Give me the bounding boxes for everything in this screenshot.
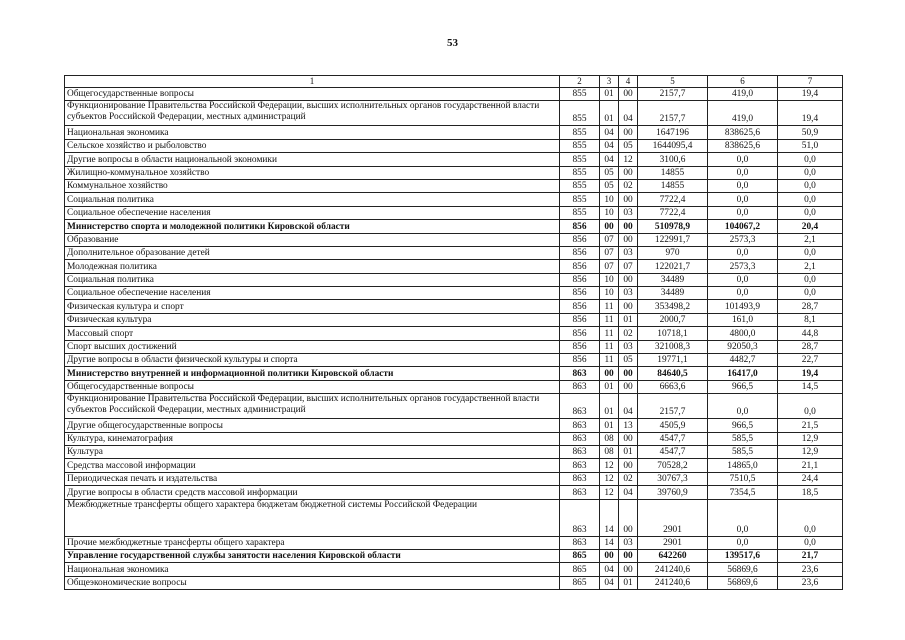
row-value-cell: 12 — [600, 486, 619, 499]
row-value-cell: 838625,6 — [708, 139, 778, 152]
table-row — [65, 300, 843, 313]
row-value-cell: 7722,4 — [638, 206, 708, 219]
row-value-cell: 14855 — [638, 166, 708, 179]
table-row — [65, 459, 843, 472]
row-value-cell: 00 — [619, 88, 638, 101]
row-value-cell: 24,4 — [778, 472, 843, 485]
row-value-cell: 00 — [619, 563, 638, 576]
row-value-cell: 855 — [560, 88, 600, 101]
row-value-cell: 07 — [600, 260, 619, 273]
row-value-cell: 856 — [560, 287, 600, 300]
header-cell: 1 — [65, 76, 560, 88]
row-value-cell: 856 — [560, 273, 600, 286]
row-value-cell: 00 — [619, 367, 638, 380]
row-value-cell: 855 — [560, 101, 600, 126]
row-value-cell: 863 — [560, 536, 600, 549]
row-value-cell: 70528,2 — [638, 459, 708, 472]
row-value-cell: 122021,7 — [638, 260, 708, 273]
header-cell: 3 — [600, 76, 619, 88]
row-value-cell: 16417,0 — [708, 367, 778, 380]
row-value-cell: 14 — [600, 536, 619, 549]
row-value-cell: 4547,7 — [638, 445, 708, 458]
table-row — [65, 367, 843, 380]
row-value-cell: 6663,6 — [638, 380, 708, 393]
row-value-cell: 0,0 — [778, 166, 843, 179]
row-name-cell: Массовый спорт — [65, 327, 560, 340]
row-value-cell: 3100,6 — [638, 153, 708, 166]
row-value-cell: 03 — [619, 287, 638, 300]
row-value-cell: 139517,6 — [708, 549, 778, 562]
row-value-cell: 0,0 — [708, 287, 778, 300]
table-row — [65, 233, 843, 246]
row-value-cell: 01 — [600, 394, 619, 419]
row-value-cell: 04 — [600, 153, 619, 166]
row-value-cell: 7510,5 — [708, 472, 778, 485]
row-value-cell: 03 — [619, 536, 638, 549]
row-value-cell: 856 — [560, 220, 600, 233]
row-value-cell: 0,0 — [708, 246, 778, 259]
row-value-cell: 28,7 — [778, 300, 843, 313]
row-name-cell: Физическая культура и спорт — [65, 300, 560, 313]
row-value-cell: 01 — [600, 88, 619, 101]
row-value-cell: 0,0 — [778, 499, 843, 536]
row-value-cell: 02 — [619, 179, 638, 192]
row-value-cell: 19,4 — [778, 101, 843, 126]
row-name-cell: Образование — [65, 233, 560, 246]
row-value-cell: 00 — [619, 549, 638, 562]
row-value-cell: 11 — [600, 300, 619, 313]
row-value-cell: 1647196 — [638, 126, 708, 139]
header-cell: 2 — [560, 76, 600, 88]
row-value-cell: 863 — [560, 445, 600, 458]
row-name-cell: Молодежная политика — [65, 260, 560, 273]
row-value-cell: 44,8 — [778, 327, 843, 340]
row-value-cell: 00 — [619, 459, 638, 472]
row-value-cell: 51,0 — [778, 139, 843, 152]
row-name-cell: Общегосударственные вопросы — [65, 88, 560, 101]
row-value-cell: 04 — [600, 139, 619, 152]
row-value-cell: 04 — [600, 126, 619, 139]
row-value-cell: 0,0 — [778, 246, 843, 259]
row-value-cell: 0,0 — [708, 394, 778, 419]
table-row — [65, 419, 843, 432]
row-value-cell: 4505,9 — [638, 419, 708, 432]
row-name-cell: Коммунальное хозяйство — [65, 179, 560, 192]
row-value-cell: 14 — [600, 499, 619, 536]
header-cell: 5 — [638, 76, 708, 88]
table-row — [65, 193, 843, 206]
table-row — [65, 139, 843, 152]
row-value-cell: 855 — [560, 206, 600, 219]
row-value-cell: 28,7 — [778, 340, 843, 353]
row-value-cell: 2157,7 — [638, 101, 708, 126]
row-value-cell: 00 — [619, 273, 638, 286]
row-value-cell: 855 — [560, 126, 600, 139]
page-number: 53 — [447, 37, 458, 49]
row-value-cell: 855 — [560, 193, 600, 206]
row-value-cell: 13 — [619, 419, 638, 432]
row-value-cell: 11 — [600, 327, 619, 340]
row-value-cell: 00 — [600, 220, 619, 233]
row-value-cell: 856 — [560, 246, 600, 259]
row-value-cell: 00 — [619, 499, 638, 536]
table-row — [65, 273, 843, 286]
row-value-cell: 0,0 — [708, 273, 778, 286]
row-value-cell: 00 — [619, 220, 638, 233]
row-value-cell: 07 — [600, 233, 619, 246]
row-value-cell: 14855 — [638, 179, 708, 192]
row-value-cell: 1644095,4 — [638, 139, 708, 152]
row-name-cell: Сельское хозяйство и рыболовство — [65, 139, 560, 152]
row-value-cell: 2000,7 — [638, 313, 708, 326]
row-name-cell: Функционирование Правительства Российской Федерации, высших исполнительных органов государственной власти субъектов Российской Федерации, местных администраций — [65, 394, 560, 419]
row-value-cell: 10 — [600, 273, 619, 286]
row-value-cell: 05 — [619, 139, 638, 152]
row-value-cell: 00 — [619, 300, 638, 313]
row-value-cell: 863 — [560, 486, 600, 499]
row-value-cell: 00 — [619, 166, 638, 179]
row-value-cell: 21,5 — [778, 419, 843, 432]
row-value-cell: 2573,3 — [708, 260, 778, 273]
row-value-cell: 08 — [600, 445, 619, 458]
row-name-cell: Национальная экономика — [65, 126, 560, 139]
row-value-cell: 104067,2 — [708, 220, 778, 233]
row-value-cell: 585,5 — [708, 432, 778, 445]
row-value-cell: 855 — [560, 166, 600, 179]
table-row — [65, 486, 843, 499]
row-value-cell: 838625,6 — [708, 126, 778, 139]
row-value-cell: 863 — [560, 419, 600, 432]
row-name-cell: Другие вопросы в области национальной экономики — [65, 153, 560, 166]
table-row — [65, 576, 843, 589]
table-row — [65, 432, 843, 445]
row-value-cell: 03 — [619, 340, 638, 353]
row-value-cell: 84640,5 — [638, 367, 708, 380]
row-value-cell: 01 — [600, 419, 619, 432]
table-row — [65, 166, 843, 179]
row-value-cell: 0,0 — [708, 536, 778, 549]
row-value-cell: 04 — [600, 576, 619, 589]
row-value-cell: 4800,0 — [708, 327, 778, 340]
row-name-cell: Другие вопросы в области физической культуры и спорта — [65, 354, 560, 367]
row-value-cell: 19,4 — [778, 367, 843, 380]
row-name-cell: Культура — [65, 445, 560, 458]
table-row — [65, 563, 843, 576]
table-row — [65, 101, 843, 126]
table-row — [65, 499, 843, 536]
table-row — [65, 472, 843, 485]
row-value-cell: 856 — [560, 354, 600, 367]
row-value-cell: 642260 — [638, 549, 708, 562]
row-value-cell: 01 — [600, 380, 619, 393]
row-value-cell: 11 — [600, 313, 619, 326]
table-row — [65, 327, 843, 340]
row-value-cell: 10 — [600, 206, 619, 219]
row-value-cell: 855 — [560, 153, 600, 166]
row-value-cell: 856 — [560, 313, 600, 326]
row-value-cell: 00 — [619, 233, 638, 246]
row-name-cell: Социальная политика — [65, 193, 560, 206]
row-value-cell: 00 — [619, 193, 638, 206]
row-value-cell: 12,9 — [778, 445, 843, 458]
row-value-cell: 2157,7 — [638, 394, 708, 419]
row-value-cell: 04 — [600, 563, 619, 576]
row-value-cell: 4547,7 — [638, 432, 708, 445]
row-value-cell: 0,0 — [708, 193, 778, 206]
table-row — [65, 88, 843, 101]
row-value-cell: 241240,6 — [638, 576, 708, 589]
row-value-cell: 0,0 — [708, 499, 778, 536]
row-name-cell: Социальная политика — [65, 273, 560, 286]
row-value-cell: 966,5 — [708, 419, 778, 432]
table-row — [65, 153, 843, 166]
row-name-cell: Прочие межбюджетные трансферты общего характера — [65, 536, 560, 549]
row-value-cell: 0,0 — [778, 179, 843, 192]
table-row — [65, 220, 843, 233]
row-value-cell: 92050,3 — [708, 340, 778, 353]
row-value-cell: 863 — [560, 367, 600, 380]
row-value-cell: 4482,7 — [708, 354, 778, 367]
row-value-cell: 10718,1 — [638, 327, 708, 340]
row-value-cell: 14865,0 — [708, 459, 778, 472]
row-value-cell: 04 — [619, 394, 638, 419]
row-name-cell: Социальное обеспечение населения — [65, 206, 560, 219]
table-body — [65, 76, 843, 590]
row-value-cell: 2573,3 — [708, 233, 778, 246]
row-value-cell: 0,0 — [778, 287, 843, 300]
row-value-cell: 05 — [619, 354, 638, 367]
row-value-cell: 01 — [619, 576, 638, 589]
row-value-cell: 07 — [600, 246, 619, 259]
row-value-cell: 966,5 — [708, 380, 778, 393]
table-row — [65, 206, 843, 219]
row-name-cell: Периодическая печать и издательства — [65, 472, 560, 485]
row-value-cell: 00 — [600, 367, 619, 380]
row-value-cell: 865 — [560, 576, 600, 589]
row-name-cell: Министерство спорта и молодежной политики Кировской области — [65, 220, 560, 233]
row-value-cell: 863 — [560, 472, 600, 485]
row-value-cell: 34489 — [638, 273, 708, 286]
row-value-cell: 21,1 — [778, 459, 843, 472]
row-value-cell: 241240,6 — [638, 563, 708, 576]
row-value-cell: 0,0 — [778, 206, 843, 219]
row-value-cell: 23,6 — [778, 563, 843, 576]
row-value-cell: 7722,4 — [638, 193, 708, 206]
row-value-cell: 2,1 — [778, 260, 843, 273]
row-name-cell: Другие вопросы в области средств массовой информации — [65, 486, 560, 499]
row-value-cell: 05 — [600, 179, 619, 192]
row-value-cell: 321008,3 — [638, 340, 708, 353]
row-name-cell: Жилищно-коммунальное хозяйство — [65, 166, 560, 179]
row-value-cell: 12 — [600, 459, 619, 472]
row-value-cell: 419,0 — [708, 88, 778, 101]
row-value-cell: 7354,5 — [708, 486, 778, 499]
table-row — [65, 549, 843, 562]
row-value-cell: 14,5 — [778, 380, 843, 393]
row-name-cell: Средства массовой информации — [65, 459, 560, 472]
row-value-cell: 865 — [560, 549, 600, 562]
row-value-cell: 12 — [600, 472, 619, 485]
row-value-cell: 863 — [560, 380, 600, 393]
row-value-cell: 30767,3 — [638, 472, 708, 485]
row-value-cell: 12 — [619, 153, 638, 166]
row-value-cell: 01 — [619, 445, 638, 458]
row-value-cell: 0,0 — [708, 153, 778, 166]
row-value-cell: 856 — [560, 327, 600, 340]
row-value-cell: 856 — [560, 340, 600, 353]
row-value-cell: 855 — [560, 139, 600, 152]
row-value-cell: 0,0 — [778, 273, 843, 286]
row-value-cell: 56869,6 — [708, 576, 778, 589]
row-name-cell: Общегосударственные вопросы — [65, 380, 560, 393]
table-row — [65, 380, 843, 393]
row-value-cell: 21,7 — [778, 549, 843, 562]
header-cell: 4 — [619, 76, 638, 88]
row-name-cell: Управление государственной службы занятости населения Кировской области — [65, 549, 560, 562]
row-value-cell: 04 — [619, 486, 638, 499]
row-name-cell: Другие общегосударственные вопросы — [65, 419, 560, 432]
row-value-cell: 863 — [560, 459, 600, 472]
row-name-cell: Межбюджетные трансферты общего характера бюджетам бюджетной системы Российской Федерации — [65, 499, 560, 536]
row-value-cell: 970 — [638, 246, 708, 259]
row-value-cell: 03 — [619, 246, 638, 259]
row-value-cell: 2901 — [638, 536, 708, 549]
row-value-cell: 856 — [560, 233, 600, 246]
table-row — [65, 246, 843, 259]
row-value-cell: 10 — [600, 287, 619, 300]
table-header-row — [65, 76, 843, 88]
header-cell: 7 — [778, 76, 843, 88]
row-value-cell: 0,0 — [708, 166, 778, 179]
table-row — [65, 354, 843, 367]
row-value-cell: 00 — [619, 126, 638, 139]
row-value-cell: 18,5 — [778, 486, 843, 499]
row-value-cell: 0,0 — [708, 179, 778, 192]
table-row — [65, 126, 843, 139]
row-value-cell: 863 — [560, 394, 600, 419]
row-value-cell: 00 — [619, 380, 638, 393]
table-row — [65, 536, 843, 549]
row-value-cell: 353498,2 — [638, 300, 708, 313]
row-value-cell: 56869,6 — [708, 563, 778, 576]
header-cell: 6 — [708, 76, 778, 88]
row-value-cell: 0,0 — [778, 536, 843, 549]
row-value-cell: 2157,7 — [638, 88, 708, 101]
row-value-cell: 855 — [560, 179, 600, 192]
table-row — [65, 260, 843, 273]
row-value-cell: 02 — [619, 327, 638, 340]
row-value-cell: 865 — [560, 563, 600, 576]
row-value-cell: 8,1 — [778, 313, 843, 326]
row-name-cell: Физическая культура — [65, 313, 560, 326]
table-row — [65, 445, 843, 458]
row-value-cell: 0,0 — [778, 394, 843, 419]
row-value-cell: 11 — [600, 354, 619, 367]
row-value-cell: 2,1 — [778, 233, 843, 246]
row-value-cell: 161,0 — [708, 313, 778, 326]
table-row — [65, 394, 843, 419]
row-value-cell: 20,4 — [778, 220, 843, 233]
row-value-cell: 122991,7 — [638, 233, 708, 246]
row-value-cell: 12,9 — [778, 432, 843, 445]
row-value-cell: 856 — [560, 300, 600, 313]
table-row — [65, 179, 843, 192]
row-value-cell: 0,0 — [778, 153, 843, 166]
row-value-cell: 2901 — [638, 499, 708, 536]
row-value-cell: 39760,9 — [638, 486, 708, 499]
row-value-cell: 0,0 — [778, 193, 843, 206]
row-name-cell: Культура, кинематография — [65, 432, 560, 445]
row-value-cell: 00 — [619, 432, 638, 445]
row-name-cell: Министерство внутренней и информационной политики Кировской области — [65, 367, 560, 380]
budget-table — [64, 75, 843, 590]
row-value-cell: 02 — [619, 472, 638, 485]
row-name-cell: Дополнительное образование детей — [65, 246, 560, 259]
row-value-cell: 856 — [560, 260, 600, 273]
row-name-cell: Национальная экономика — [65, 563, 560, 576]
row-name-cell: Функционирование Правительства Российской Федерации, высших исполнительных органов государственной власти субъектов Российской Федерации, местных администраций — [65, 101, 560, 126]
table-row — [65, 313, 843, 326]
row-value-cell: 01 — [619, 313, 638, 326]
row-value-cell: 03 — [619, 206, 638, 219]
row-value-cell: 22,7 — [778, 354, 843, 367]
row-value-cell: 585,5 — [708, 445, 778, 458]
row-value-cell: 23,6 — [778, 576, 843, 589]
row-value-cell: 00 — [600, 549, 619, 562]
row-value-cell: 34489 — [638, 287, 708, 300]
row-value-cell: 510978,9 — [638, 220, 708, 233]
row-name-cell: Спорт высших достижений — [65, 340, 560, 353]
row-value-cell: 101493,9 — [708, 300, 778, 313]
row-value-cell: 19771,1 — [638, 354, 708, 367]
row-value-cell: 05 — [600, 166, 619, 179]
row-value-cell: 11 — [600, 340, 619, 353]
row-value-cell: 10 — [600, 193, 619, 206]
row-name-cell: Социальное обеспечение населения — [65, 287, 560, 300]
row-value-cell: 04 — [619, 101, 638, 126]
row-value-cell: 50,9 — [778, 126, 843, 139]
table-row — [65, 340, 843, 353]
row-value-cell: 08 — [600, 432, 619, 445]
row-value-cell: 01 — [600, 101, 619, 126]
row-value-cell: 863 — [560, 499, 600, 536]
row-value-cell: 07 — [619, 260, 638, 273]
row-name-cell: Общеэкономические вопросы — [65, 576, 560, 589]
row-value-cell: 863 — [560, 432, 600, 445]
row-value-cell: 19,4 — [778, 88, 843, 101]
row-value-cell: 0,0 — [708, 206, 778, 219]
table-row — [65, 287, 843, 300]
row-value-cell: 419,0 — [708, 101, 778, 126]
